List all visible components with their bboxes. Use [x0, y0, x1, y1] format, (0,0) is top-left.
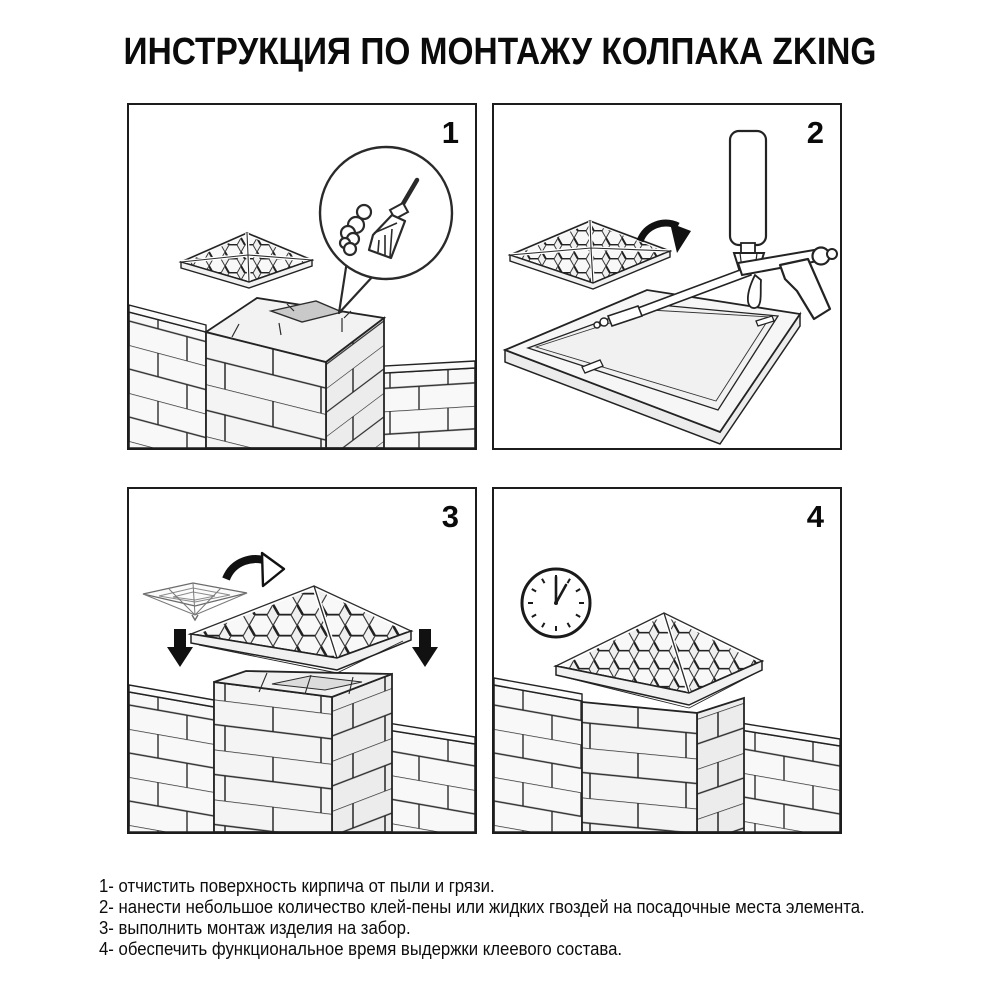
- speech-bubble: [320, 147, 452, 313]
- glue-canister: [730, 131, 766, 245]
- chimney-cap: [181, 233, 312, 288]
- panel-step-4: [492, 487, 842, 834]
- gun-trigger: [748, 275, 761, 308]
- step-item-2: 2- нанести небольшое количество клей-пены или жидких гвоздей на посадочные места элемента.: [99, 897, 865, 917]
- steps-list: [99, 876, 865, 960]
- panel-step-1: [127, 103, 477, 450]
- flip-arrow-icon: [226, 553, 284, 586]
- panel-number: 2: [806, 115, 824, 150]
- panel-number: 3: [441, 499, 459, 534]
- brick-wall-left: [494, 678, 582, 832]
- panel-4-illustration: [494, 489, 840, 832]
- panel-number: 4: [806, 499, 824, 534]
- gun-grip: [780, 259, 830, 319]
- panel-3-illustration: [129, 489, 475, 832]
- panel-1-illustration: [129, 105, 475, 448]
- page-title: ИНСТРУКЦИЯ ПО МОНТАЖУ КОЛПАКА ZKING: [123, 31, 877, 73]
- chimney-cap-underside-tray: [505, 290, 800, 444]
- panel-number: 1: [441, 115, 459, 150]
- panel-step-3: [127, 487, 477, 834]
- step-item-3: 3- выполнить монтаж изделия на забор.: [99, 918, 411, 938]
- brick-pillar-open-top: [206, 298, 384, 448]
- panel-step-2: [492, 103, 842, 450]
- clock-icon: [522, 569, 590, 637]
- step-item-4: 4- обеспечить функциональное время выдержки клеевого состава.: [99, 939, 623, 959]
- brick-pillar: [582, 698, 744, 832]
- down-arrow-icon: [412, 629, 438, 667]
- brick-wall-left: [129, 685, 214, 832]
- brick-wall-left: [129, 305, 206, 448]
- brick-wall-right: [734, 722, 840, 832]
- panel-2-illustration: [494, 105, 840, 448]
- step-item-1: 1- отчистить поверхность кирпича от пыли и грязи.: [99, 876, 495, 896]
- down-arrow-icon: [167, 629, 193, 667]
- chimney-cap-underside: [143, 583, 247, 620]
- chimney-cap: [556, 613, 762, 708]
- brick-pillar: [214, 671, 392, 832]
